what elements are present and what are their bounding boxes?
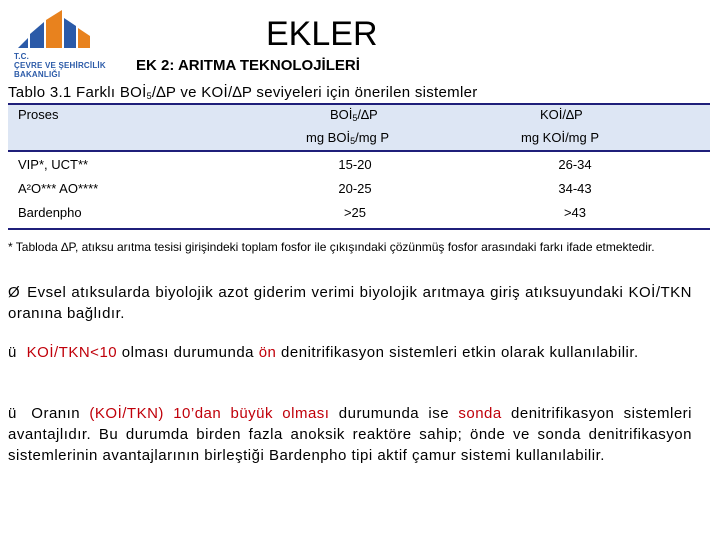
row-process: Bardenpho: [18, 205, 82, 220]
table-bottom-rule: [8, 228, 710, 230]
table-footnote: * Tabloda ∆P, atıksu arıtma tesisi girişindeki toplam fosfor ile çıkışındaki çözünmüş fosfor arasındaki farkı ifade etmektedir.: [8, 240, 655, 254]
row-process: VIP*, UCT**: [18, 157, 89, 172]
ministry-name: [14, 52, 106, 79]
table-top-rule: [8, 103, 710, 105]
table-header-rule: [8, 150, 710, 152]
column-header-koi: KOİ/∆P: [540, 107, 583, 122]
row-boi: >25: [343, 205, 367, 220]
row-process: A²O*** AO****: [18, 181, 99, 196]
logo-line: T.C.: [14, 52, 30, 61]
arrow-bullet-icon: Ø: [8, 284, 21, 301]
column-unit-boi: mg $BOİ_5/mg$ P: [306, 130, 390, 146]
row-boi: 15-20: [338, 157, 372, 172]
column-unit-koi: mg KOİ/mg P: [521, 130, 600, 145]
paragraph-on-denitrifikasyon: ü KOİ/TKN<10 olması durumunda ön denitrifikasyon sistemleri etkin olarak kullanılabilir.: [8, 344, 639, 361]
paragraph-azot-giderim: Ø Evsel atıksularda biyolojik azot giderim verimi biyolojik arıtmaya giriş atıksuyundaki KOİ/TKN oranına bağlıdır.: [8, 284, 692, 322]
paragraph-sonda-denitrifikasyon: ü Oranın (KOİ/TKN) 10’dan büyük olması durumunda ise sonda denitrifikasyon sistemleri avantajlıdır. Bu durumda birden fazla anoksik reaktöre sahip; önde ve sonda denitrifikasyon sistemlerinin avantajlarının birleştiği Bardenpho tipi aktif çamur sistemi kullanılabilir.: [8, 405, 692, 464]
logo-line: ÇEVRE VE ŞEHİRCİLİK: [14, 61, 106, 70]
section-title: EK 2: ARITMA TEKNOLOJİLERİ: [136, 57, 360, 74]
row-koi: 26-34: [558, 157, 592, 172]
checkmark-bullet-icon: ü: [8, 344, 17, 361]
row-boi: 20-25: [338, 181, 372, 196]
row-koi: 34-43: [558, 181, 592, 196]
column-header-boi: $BOİ_5/\Delta P$: [330, 107, 378, 123]
checkmark-bullet-icon: ü: [8, 405, 17, 422]
column-header-process: Proses: [18, 107, 59, 122]
ministry-logo: [14, 8, 126, 78]
table-caption: Tablo 3.1 Farklı $BOİ_5/\Delta P$ ve KOİ/∆P seviyeleri için önerilen sistemler: [8, 84, 478, 101]
ministry-emblem-icon: [14, 8, 126, 52]
page-title: EKLER: [266, 15, 378, 53]
row-koi: >43: [563, 205, 587, 220]
logo-line: BAKANLIĞI: [14, 70, 61, 79]
